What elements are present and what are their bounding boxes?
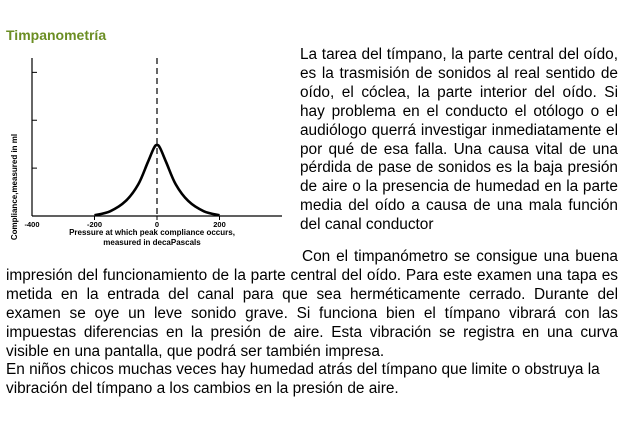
x-axis-label-line-1: Pressure at which peak compliance occurs, [69, 228, 235, 237]
tympanogram-chart [0, 44, 300, 254]
y-axis-label: Compliance,measured in ml [10, 133, 19, 241]
x-tick-label: -200 [86, 220, 103, 229]
x-tick-label: 0 [154, 220, 160, 229]
paragraph-children-humidity: En niños chicos muchas veces hay humedad atrás del tímpano que limite o obstruya la vibración del tímpano a los cambios en la presión de aire. [6, 361, 600, 397]
chart-svg [0, 44, 300, 254]
x-axis-label-line-2: measured in decaPascals [103, 238, 201, 247]
paragraph-tympanometer: Con el timpanómetro se consigue una buena impresión del funcionamiento de la parte central del oído. Para este examen una tapa es metida en la entrada del canal para que sea herméticamente cerrado. Durante del examen se oye un leve sonido grave. Si funciona bien el tímpano vibrará con las impuestas diferencias en la presión de aire. Esta vibración se registra en una curva visible en una pantalla, que podrá ser también impresa. [6, 248, 618, 360]
x-tick-label: 200 [213, 220, 226, 229]
page-title: Timpanometría [6, 27, 107, 43]
x-tick-label: -400 [24, 220, 40, 229]
paragraph-eardrum-function: La tarea del tímpano, la parte central del oído, es la trasmisión de sonidos al real sentido de oído, el cóclea, la parte interior del oído. Si hay problema en el conducto el otólogo o el audiólogo querrá investigar inmediatamente el por qué de esa falla. Una causa vital de una pérdida de pase de sonidos es la baja presión de aire o la presencia de humedad en la parte media del oído a causa de una mala función del canal conductor [300, 46, 618, 234]
